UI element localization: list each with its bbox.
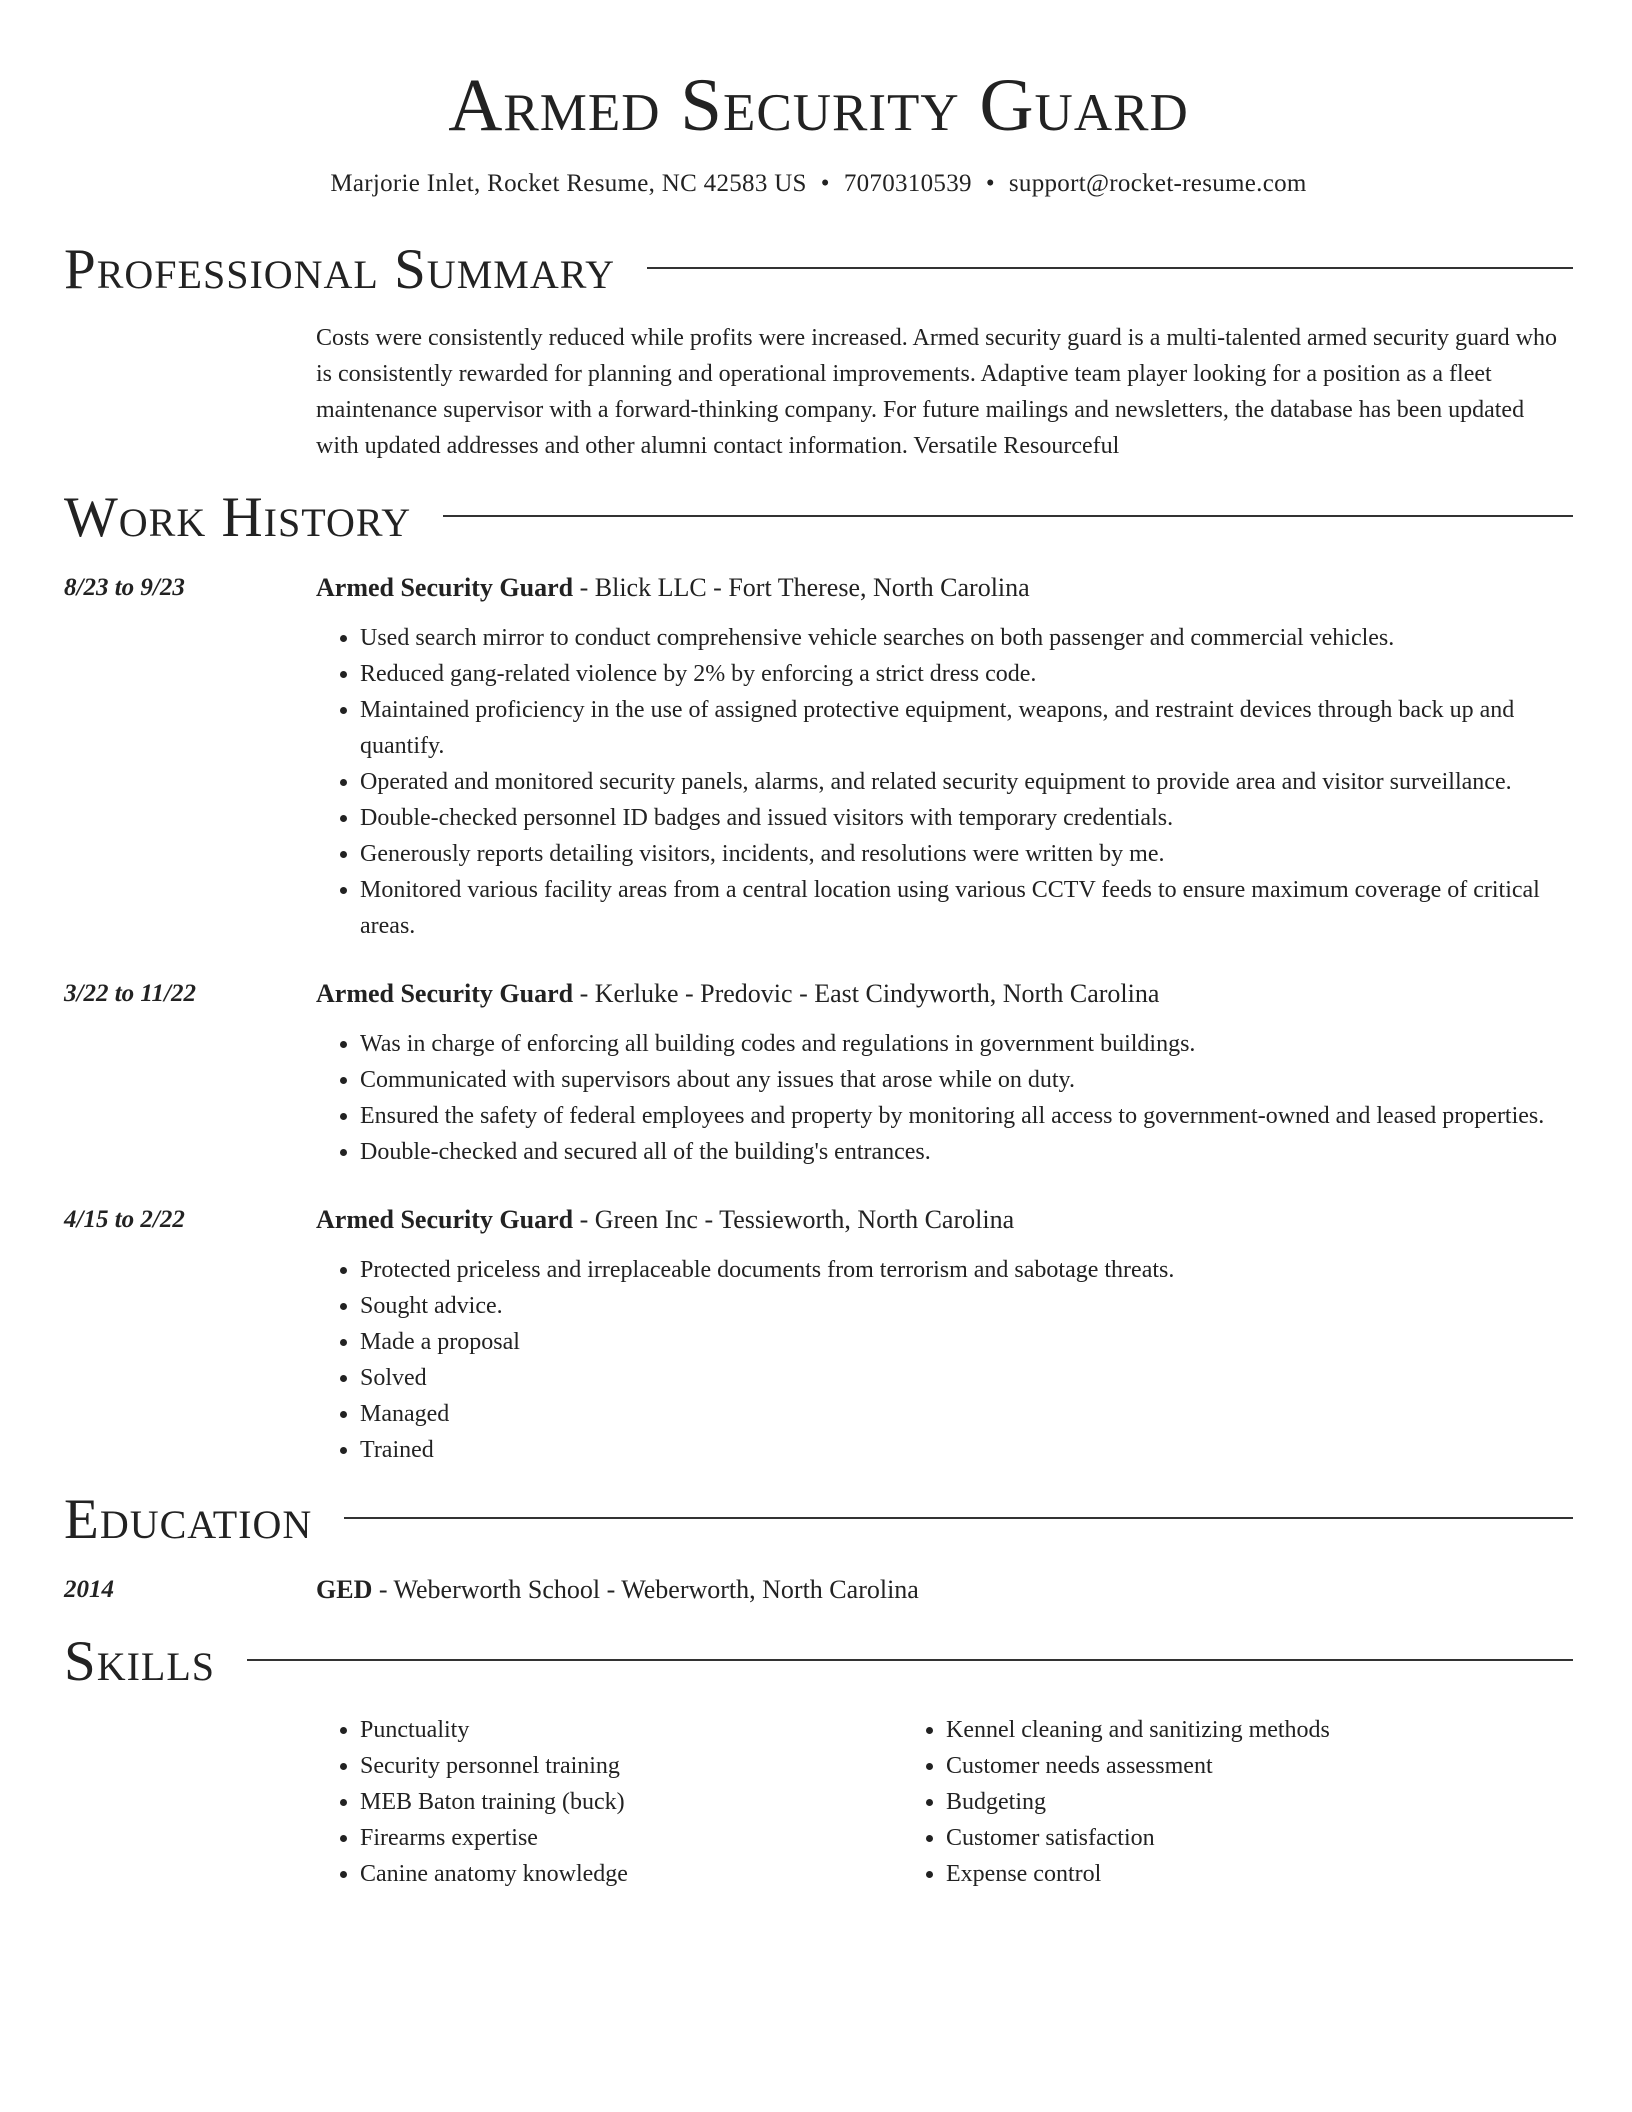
- contact-line: [64, 168, 1573, 200]
- list-item: • Trained: [360, 1432, 1573, 1468]
- skill-item: • Kennel cleaning and sanitizing methods: [946, 1712, 1330, 1748]
- work-heading: Work History: [64, 486, 412, 549]
- job-employer: - Green Inc - Tessieworth, North Carolina: [573, 1205, 1015, 1234]
- job-bullets: [316, 620, 1573, 944]
- skill-item: • Expense control: [946, 1856, 1330, 1892]
- skills-list-left: [316, 1712, 902, 1892]
- skill-item: • Customer needs assessment: [946, 1748, 1330, 1784]
- list-item: • Protected priceless and irreplaceable documents from terrorism and sabotage threats.: [360, 1252, 1573, 1288]
- contact-email: support@rocket-resume.com: [1008, 170, 1307, 197]
- summary-heading: Professional Summary: [64, 238, 616, 301]
- list-item: • Double-checked and secured all of the building's entrances.: [360, 1134, 1573, 1170]
- education-school: - Weberworth School - Weberworth, North Carolina: [372, 1575, 919, 1604]
- section-divider: [443, 515, 1573, 517]
- resume-page: [64, 0, 1573, 1892]
- education-section-header: [64, 1488, 1573, 1552]
- skills-heading: Skills: [64, 1630, 216, 1693]
- job-entry: [64, 570, 1573, 944]
- summary-section-header: [64, 238, 1573, 302]
- contact-separator: •: [820, 170, 830, 197]
- list-item: • Generously reports detailing visitors, incidents, and resolutions were written by me.: [360, 836, 1573, 872]
- job-entry: [64, 976, 1573, 1170]
- job-employer: - Blick LLC - Fort Therese, North Carolina: [573, 573, 1030, 602]
- education-year: 2014: [64, 1576, 114, 1603]
- job-entry: [64, 1202, 1573, 1468]
- skill-item: • Customer satisfaction: [946, 1820, 1330, 1856]
- skill-item: • Firearms expertise: [360, 1820, 902, 1856]
- work-section-header: [64, 486, 1573, 550]
- job-title: Armed Security Guard: [316, 573, 574, 602]
- job-dates: 8/23 to 9/23: [64, 574, 185, 601]
- education-degree: GED: [316, 1575, 373, 1604]
- skills-list-right: [902, 1712, 1330, 1892]
- job-dates: 4/15 to 2/22: [64, 1206, 185, 1233]
- list-item: • Monitored various facility areas from a central location using various CCTV feeds to ensure maximum coverage of critical areas.: [360, 872, 1573, 944]
- section-divider: [247, 1659, 1573, 1661]
- list-item: • Reduced gang-related violence by 2% by enforcing a strict dress code.: [360, 656, 1573, 692]
- list-item: • Ensured the safety of federal employees and property by monitoring all access to government-owned and leased properties.: [360, 1098, 1573, 1134]
- job-dates: 3/22 to 11/22: [64, 980, 196, 1007]
- job-bullets: [316, 1026, 1573, 1170]
- job-title-line: [316, 570, 1573, 606]
- job-title: Armed Security Guard: [316, 979, 574, 1008]
- contact-separator: •: [985, 170, 995, 197]
- skill-item: • MEB Baton training (buck): [360, 1784, 902, 1820]
- list-item: • Maintained proficiency in the use of assigned protective equipment, weapons, and restraint devices through back up and quantify.: [360, 692, 1573, 764]
- skill-item: • Budgeting: [946, 1784, 1330, 1820]
- summary-spacer: [64, 320, 316, 464]
- skills-spacer: [64, 1712, 316, 1892]
- list-item: • Sought advice.: [360, 1288, 1573, 1324]
- skill-item: • Canine anatomy knowledge: [360, 1856, 902, 1892]
- section-divider: [344, 1517, 1573, 1519]
- skill-item: • Security personnel training: [360, 1748, 902, 1784]
- section-divider: [647, 267, 1573, 269]
- job-title-line: [316, 976, 1573, 1012]
- skill-item: • Punctuality: [360, 1712, 902, 1748]
- list-item: • Was in charge of enforcing all building codes and regulations in government buildings.: [360, 1026, 1573, 1062]
- list-item: • Made a proposal: [360, 1324, 1573, 1360]
- skills-section-header: [64, 1630, 1573, 1694]
- list-item: • Managed: [360, 1396, 1573, 1432]
- summary-text: Costs were consistently reduced while profits were increased. Armed security guard is a multi-talented armed security guard who is consistently rewarded for planning and operational improvements. Adaptive team player looking for a position as a fleet maintenance supervisor with a forward-thinking company. For future mailings and newsletters, the database has been updated with updated addresses and other alumni contact information. Versatile Resourceful: [316, 325, 1557, 459]
- education-heading: Education: [64, 1488, 313, 1551]
- list-item: • Double-checked personnel ID badges and issued visitors with temporary credentials.: [360, 800, 1573, 836]
- contact-phone: 7070310539: [843, 170, 972, 197]
- list-item: • Solved: [360, 1360, 1573, 1396]
- skills-row: [64, 1712, 1573, 1892]
- list-item: • Communicated with supervisors about any issues that arose while on duty.: [360, 1062, 1573, 1098]
- education-entry: [64, 1572, 1573, 1608]
- contact-address: Marjorie Inlet, Rocket Resume, NC 42583 US: [330, 170, 807, 197]
- summary-row: [64, 320, 1569, 464]
- list-item: • Used search mirror to conduct comprehensive vehicle searches on both passenger and commercial vehicles.: [360, 620, 1573, 656]
- list-item: • Operated and monitored security panels, alarms, and related security equipment to provide area and visitor surveillance.: [360, 764, 1573, 800]
- job-bullets: [316, 1252, 1573, 1468]
- job-employer: - Kerluke - Predovic - East Cindyworth, North Carolina: [573, 979, 1160, 1008]
- resume-name: Armed Security Guard: [448, 64, 1189, 147]
- job-title-line: [316, 1202, 1573, 1238]
- education-line: [316, 1572, 1573, 1608]
- job-title: Armed Security Guard: [316, 1205, 574, 1234]
